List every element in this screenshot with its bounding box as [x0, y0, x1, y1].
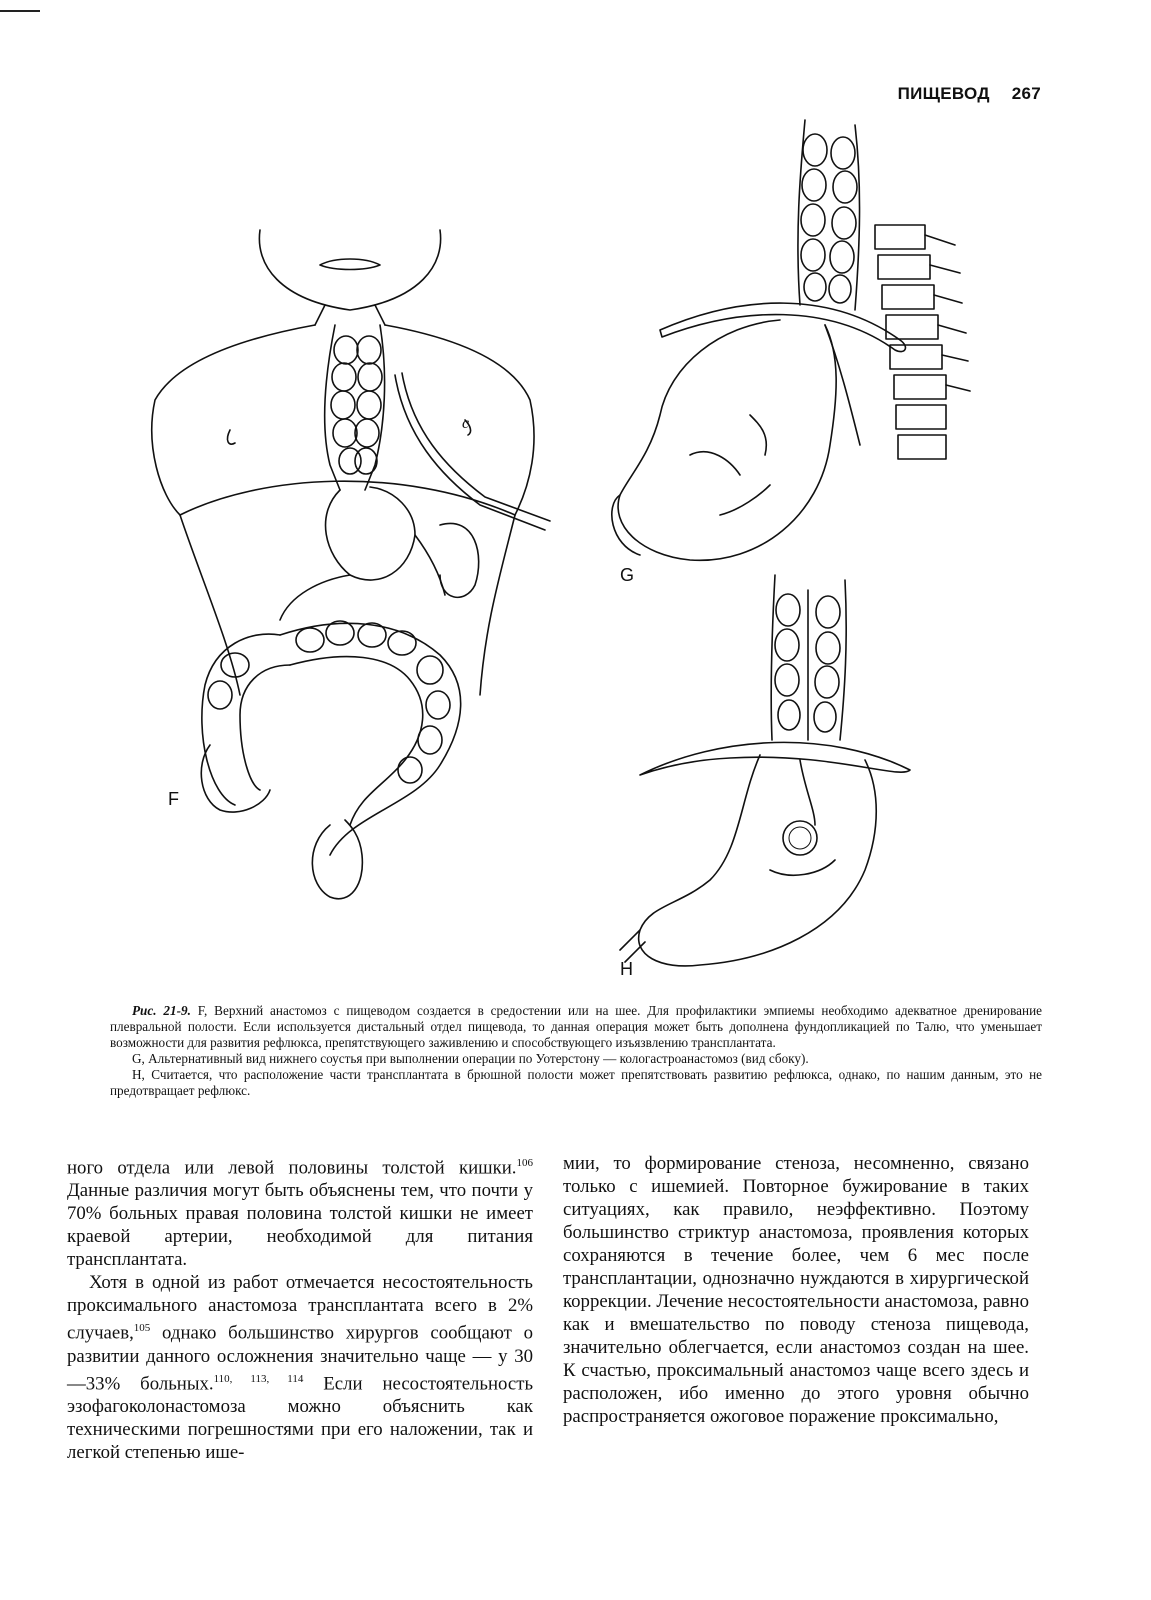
body-paragraph — [67, 1152, 533, 1271]
figure-g-label: G — [620, 565, 635, 585]
caption-f-text: F, Верхний анастомоз с пищеводом создается в средостении или на шее. Для профилактики эмпиемы необходимо адекватное дренирование плевральной полости. Если используется дистальный отдел пищевода, то данная операция может быть дополнена фундопликацией по Талю, что уменьшает возможности для развития рефлюкса, препятствующего заживлению и способствующего изъязвлению трансплантата. — [110, 1003, 1042, 1050]
scan-edge-mark — [0, 10, 40, 12]
running-header — [898, 84, 1041, 104]
body-column-left — [67, 1152, 533, 1464]
caption-lead: Рис. 21-9. — [132, 1003, 191, 1018]
caption-paragraph-h: H, Считается, что расположение части трансплантата в брюшной полости может препятствовать развитию рефлюкса, однако, по нашим данным, это не предотвращает рефлюкс. — [110, 1067, 1042, 1098]
figure-caption — [110, 1003, 1042, 1099]
body-text: однако большинство хирургов сообщают о развитии данного осложнения значительно чаще — у 30—33% больных. — [67, 1322, 533, 1394]
caption-paragraph-g: G, Альтернативный вид нижнего соустья при выполнении операции по Уотерстону — кологастроанастомоз (вид сбоку). — [132, 1051, 809, 1066]
citation-superscript: 105 — [133, 1322, 151, 1335]
header-title: ПИЩЕВОД — [897, 84, 990, 103]
figure-g-illustration — [600, 115, 980, 595]
figure-h-illustration — [600, 570, 930, 980]
body-text: Хотя в одной из работ отмечается несостоятельность проксимального анастомоза трансплантата всего в 2% случаев, — [67, 1272, 533, 1344]
body-paragraph — [67, 1271, 533, 1464]
body-text: Если несостоятельность эзофагоколонастомоза можно объяснить как техническими погрешностями при его наложении, так и легкой степенью ише- — [67, 1372, 534, 1463]
body-column-right — [563, 1152, 1029, 1428]
figure-c-label: c — [462, 415, 470, 432]
figure-f-illustration — [140, 225, 560, 905]
figure-f-label: F — [168, 789, 179, 809]
citation-superscript: 106 — [516, 1157, 533, 1169]
body-paragraph: мии, то формирование стеноза, несомненно, связано только с ишемией. Повторное бужирование в таких ситуациях, как правило, неэффективно. Поэтому большинство стриктур анастомоза, проявления которых сохраняются в течение более, чем 6 мес после трансплантации, однозначно нуждаются в хирургической коррекции. Лечение несостоятельности анастомоза, равно как и вмешательство по поводу стеноза пищевода, значительно облегчается, если анастомоз создан на шее. К счастью, проксимальный анастомоз чаще всего здесь и расположен, ибо именно до этого уровня обычно распространяется ожоговое поражение проксимально, — [563, 1153, 1029, 1427]
body-text: Данные различия могут быть объяснены тем, что почти у 70% больных правая половина толстой кишки не имеет краевой артерии, необходимой для питания трансплантата. — [67, 1180, 533, 1271]
citation-superscript: 110, 113, 114 — [213, 1372, 304, 1385]
page-number: 267 — [1011, 84, 1041, 103]
caption-paragraph-f — [110, 1003, 1042, 1051]
body-text: ного отдела или левой половины толстой кишки. — [67, 1157, 517, 1179]
figure-h-label: H — [620, 959, 633, 979]
